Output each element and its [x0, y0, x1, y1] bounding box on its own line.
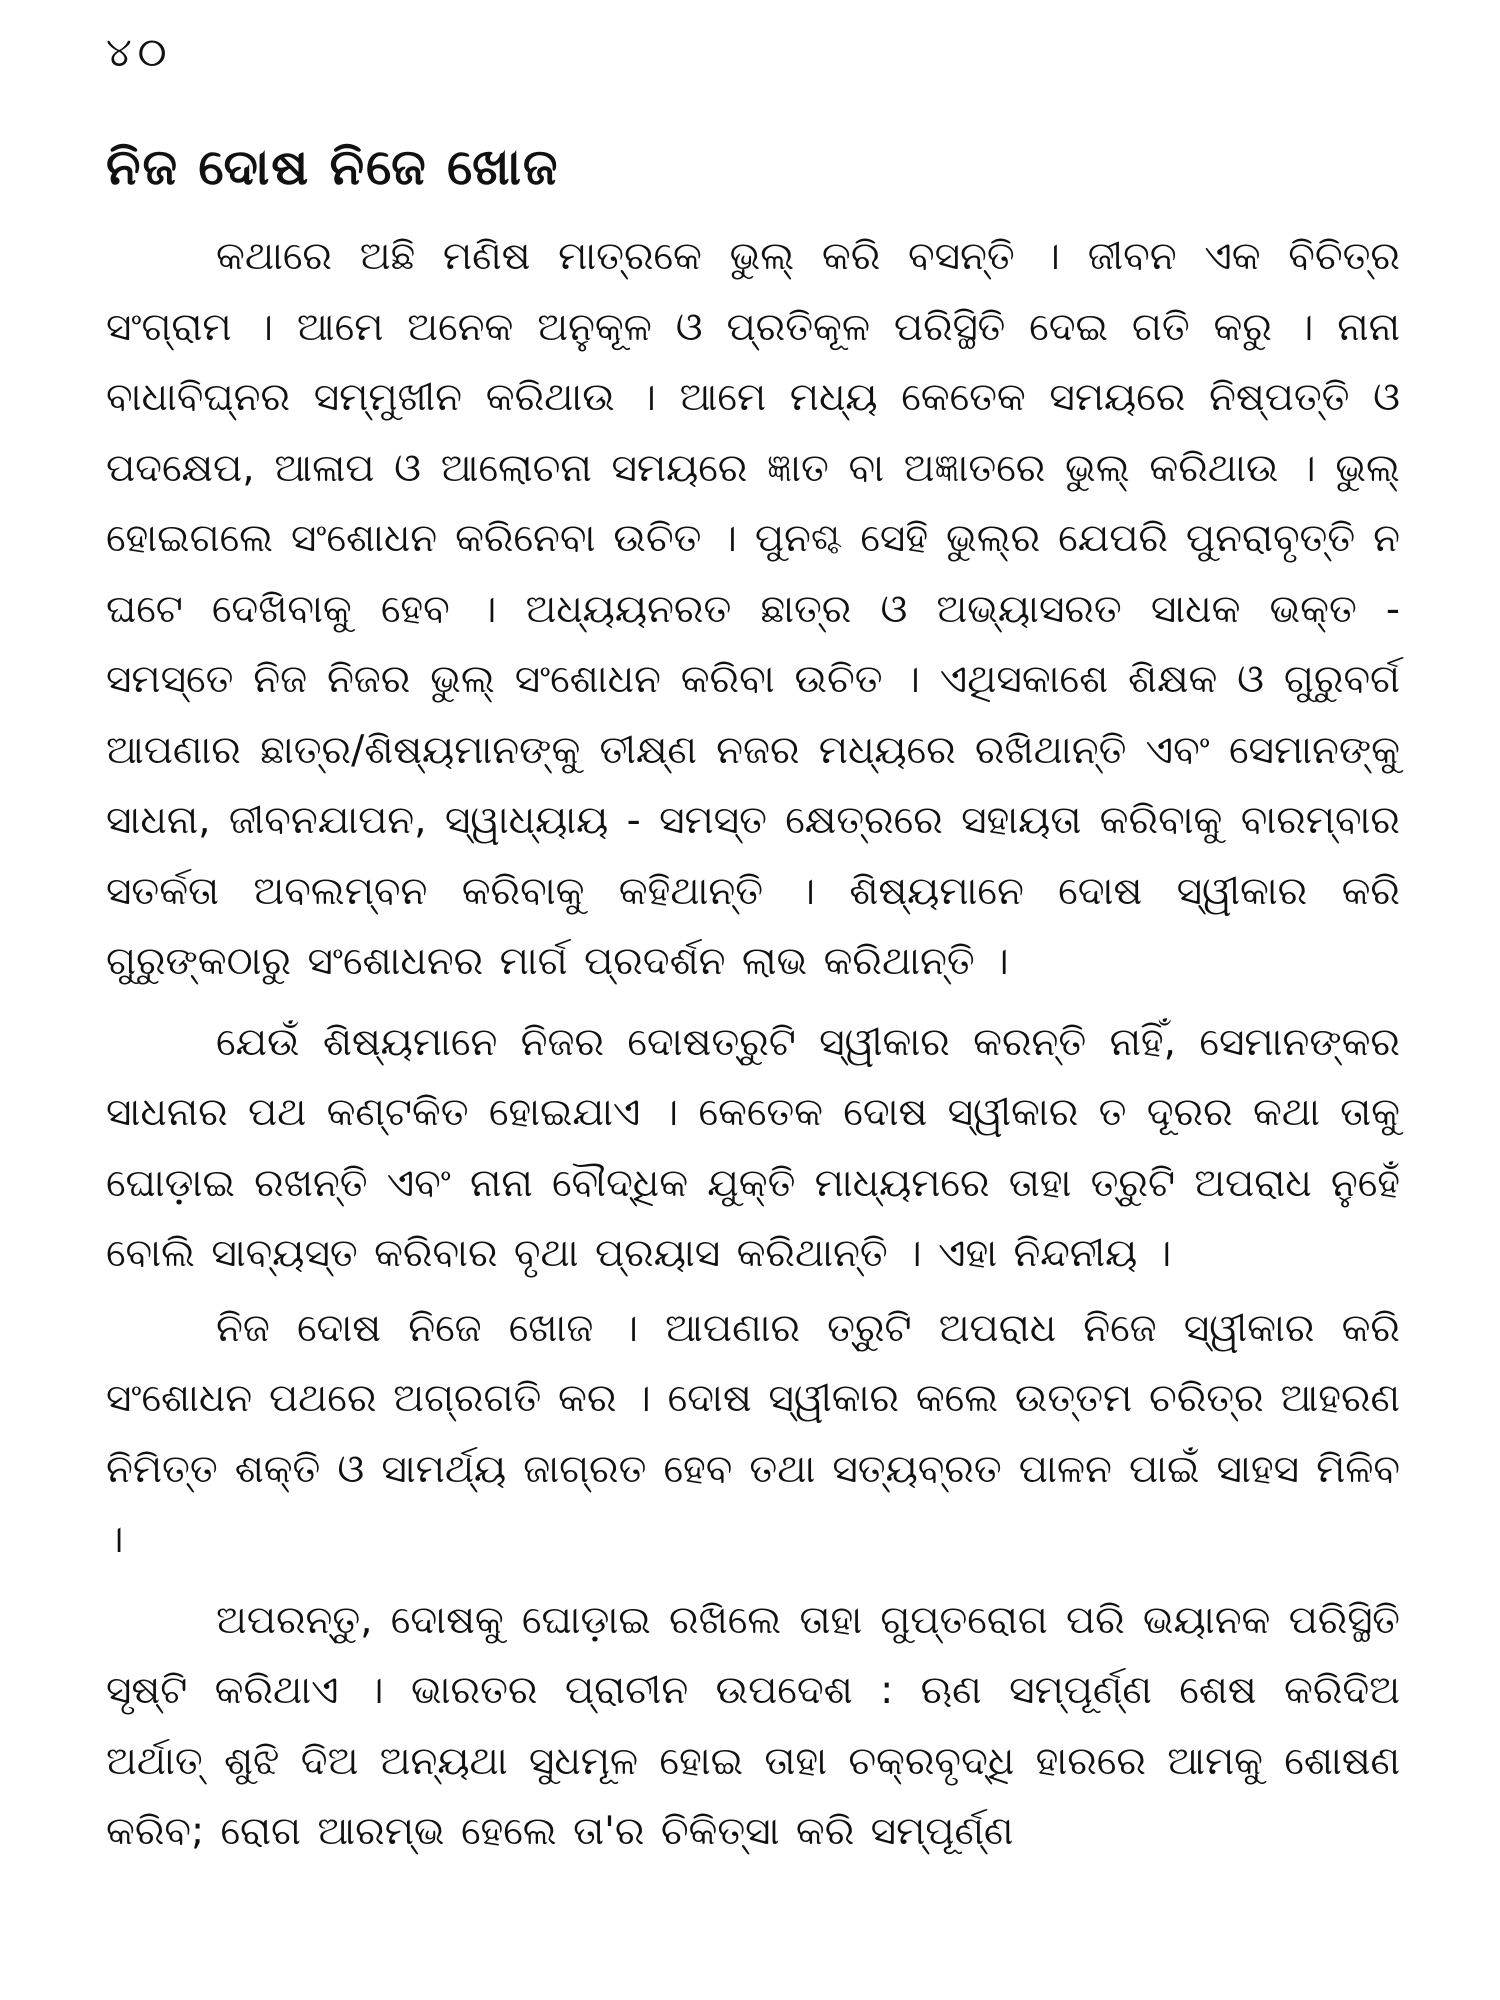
- paragraph-3: ନିଜ ଦୋଷ ନିଜେ ଖୋଜ । ଆପଣାର ତ୍ରୁଟି ଅପରାଧ ନିଜେ ସ୍ୱୀକାର କରି ସଂଶୋଧନ ପଥରେ ଅଗ୍ରଗତି କର । ଦୋଷ ସ୍ୱୀକାର କଲେ ଉତ୍ତମ ଚରିତ୍ର ଆହରଣ ନିମିତ୍ତ ଶକ୍ତି ଓ ସାମର୍ଥ୍ୟ ଜାଗ୍ରତ ହେବ ତଥା ସତ୍ୟବ୍ରତ ପାଳନ ପାଇଁ ସାହସ ମିଳିବ ।: [106, 1305, 1400, 1562]
- paragraph-2: ଯେଉଁ ଶିଷ୍ୟମାନେ ନିଜର ଦୋଷତ୍ରୁଟି ସ୍ୱୀକାର କରନ୍ତି ନାହିଁ, ସେମାନଙ୍କର ସାଧନାର ପଥ କଣ୍ଟକିତ ହୋଇଯାଏ । କେତେକ ଦୋଷ ସ୍ୱୀକାର ତ ଦୂରର କଥା ତାକୁ ଘୋଡ଼ାଇ ରଖନ୍ତି ଏବଂ ନାନା ବୌଦ୍ଧିକ ଯୁକ୍ତି ମାଧ୍ୟମରେ ତାହା ତ୍ରୁଟି ଅପରାଧ ନୁହେଁ ବୋଲି ସାବ୍ୟସ୍ତ କରିବାର ବୃଥା ପ୍ରୟାସ କରିଥାନ୍ତି । ଏହା ନିନ୍ଦନୀୟ ।: [106, 1019, 1400, 1276]
- paragraph-4: ଅପରନ୍ତୁ, ଦୋଷକୁ ଘୋଡ଼ାଇ ରଖିଲେ ତାହା ଗୁପ୍ତରୋଗ ପରି ଭୟାନକ ପରିସ୍ଥିତି ସୃଷ୍ଟି କରିଥାଏ । ଭାରତର ପ୍ରାଚୀନ ଉପଦେଶ : ଋଣ ସମ୍ପୂର୍ଣ୍ଣ ଶେଷ କରିଦିଅ ଅର୍ଥାତ୍ ଶୁଝି ଦିଅ ଅନ୍ୟଥା ସୁଧମୂଳ ହୋଇ ତାହା ଚକ୍ରବୃଦ୍ଧି ହାରରେ ଆମକୁ ଶୋଷଣ କରିବ; ରୋଗ ଆରମ୍ଭ ହେଲେ ତା'ର ଚିକିତ୍ସା କରି ସମ୍ପୂର୍ଣ୍ଣ: [106, 1597, 1400, 1854]
- page-number: ୪୦: [106, 30, 173, 76]
- paragraph-1: କଥାରେ ଅଛି ମଣିଷ ମାତ୍ରକେ ଭୁଲ୍ କରି ବସନ୍ତି । ଜୀବନ ଏକ ବିଚିତ୍ର ସଂଗ୍ରାମ । ଆମେ ଅନେକ ଅନୁକୂଳ ଓ ପ୍ରତିକୂଳ ପରିସ୍ଥିତି ଦେଇ ଗତି କରୁ । ନାନା ବାଧାବିଘ୍ନର ସମ୍ମୁଖୀନ କରିଥାଉ । ଆମେ ମଧ୍ୟ କେତେକ ସମୟରେ ନିଷ୍ପତ୍ତି ଓ ପଦକ୍ଷେପ, ଆଳାପ ଓ ଆଲୋଚନା ସମୟରେ ଜ୍ଞାତ ବା ଅଜ୍ଞାତରେ ଭୁଲ୍ କରିଥାଉ । ଭୁଲ୍ ହୋଇଗଲେ ସଂଶୋଧନ କରିନେବା ଉଚିତ । ପୁନଶ୍ଚ ସେହି ଭୁଲ୍‌ର ଯେପରି ପୁନରାବୃତ୍ତି ନ ଘଟେ ଦେଖିବାକୁ ହେବ । ଅଧ୍ୟୟନରତ ଛାତ୍ର ଓ ଅଭ୍ୟାସରତ ସାଧକ ଭକ୍ତ - ସମସ୍ତେ ନିଜ ନିଜର ଭୁଲ୍ ସଂଶୋଧନ କରିବା ଉଚିତ । ଏଥିସକାଶେ ଶିକ୍ଷକ ଓ ଗୁରୁବର୍ଗ ଆପଣାର ଛାତ୍ର/ଶିଷ୍ୟମାନଙ୍କୁ ତୀକ୍ଷ୍ଣ ନଜର ମଧ୍ୟରେ ରଖିଥାନ୍ତି ଏବଂ ସେମାନଙ୍କୁ ସାଧନା, ଜୀବନଯାପନ, ସ୍ୱାଧ୍ୟାୟ - ସମସ୍ତ କ୍ଷେତ୍ରରେ ସହାୟତା କରିବାକୁ ବାରମ୍ବାର ସତର୍କତା ଅବଲମ୍ବନ କରିବାକୁ କହିଥାନ୍ତି । ଶିଷ୍ୟମାନେ ଦୋଷ ସ୍ୱୀକାର କରି ଗୁରୁଙ୍କଠାରୁ ସଂଶୋଧନର ମାର୍ଗ ପ୍ରଦର୍ଶନ ଲାଭ କରିଥାନ୍ତି ।: [106, 234, 1400, 984]
- chapter-title: ନିଜ ଦୋଷ ନିଜେ ଖୋଜ: [106, 138, 560, 196]
